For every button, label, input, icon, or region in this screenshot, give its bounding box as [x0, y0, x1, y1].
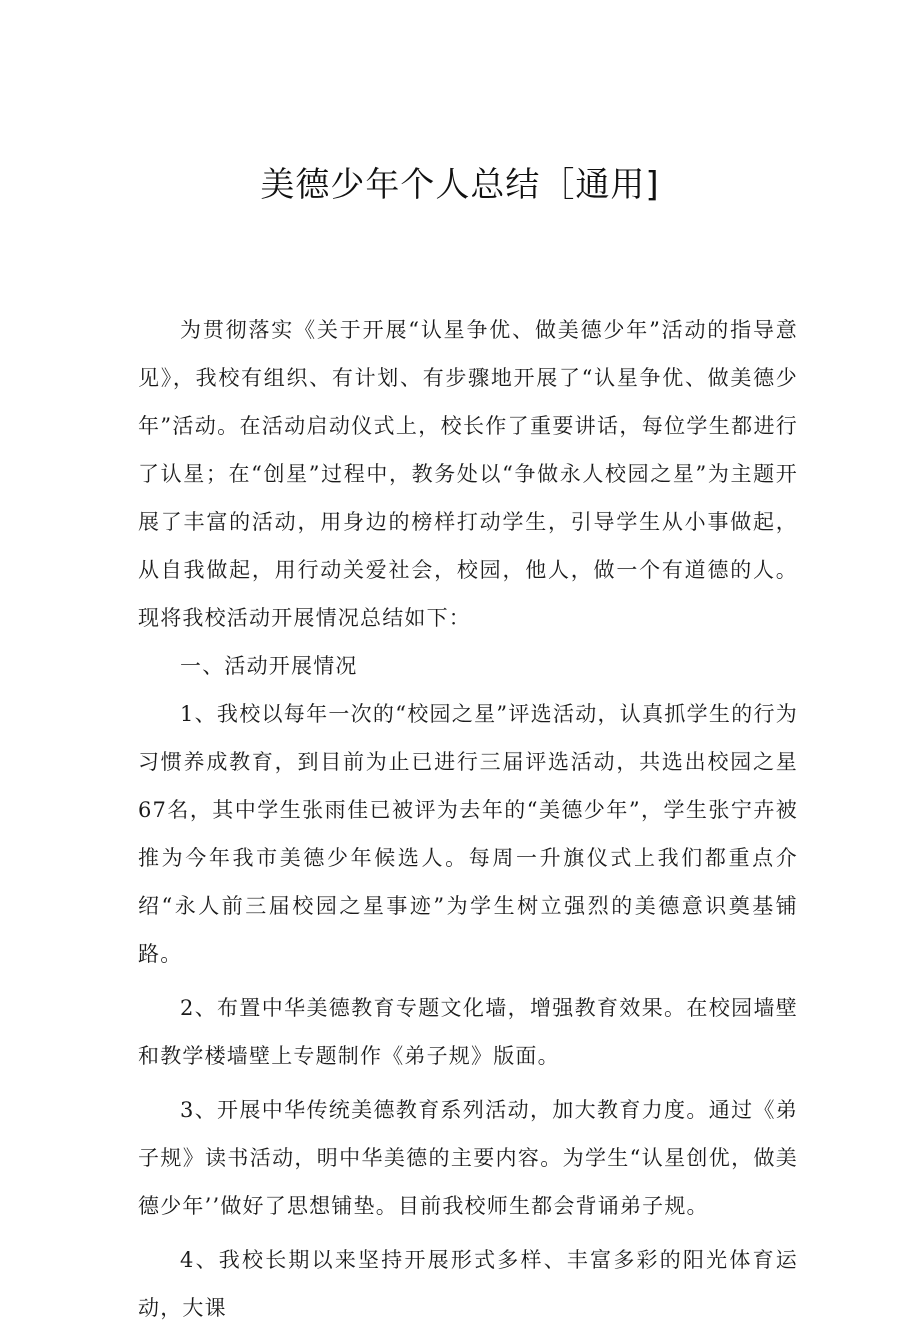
section-heading: 一、活动开展情况 [180, 654, 358, 678]
body-paragraph-4: 4、我校长期以来坚持开展形式多样、丰富多彩的阳光体育运动，大课 [138, 1248, 798, 1320]
body-paragraph-2: 2、布置中华美德教育专题文化墙，增强教育效果。在校园墙壁和教学楼墙壁上专题制作《弟子规》版面。 [138, 996, 798, 1068]
body-paragraph-3: 3、开展中华传统美德教育系列活动，加大教育力度。通过《弟子规》读书活动，明中华美德的主要内容。为学生“认星创优，做美德少年’’做好了思想铺垫。目前我校师生都会背诵弟子规。 [138, 1098, 798, 1218]
document-body [138, 306, 798, 1332]
intro-paragraph: 为贯彻落实《关于开展“认星争优、做美德少年”活动的指导意见》，我校有组织、有计划、有步骤地开展了“认星争优、做美德少年”活动。在活动启动仪式上，校长作了重要讲话，每位学生都进行了认星；在“创星”过程中，教务处以“争做永人校园之星”为主题开展了丰富的活动，用身边的榜样打动学生，引导学生从小事做起，从自我做起，用行动关爱社会，校园，他人，做一个有道德的人。现将我校活动开展情况总结如下： [138, 318, 798, 630]
document-title: 美德少年个人总结［通用] [260, 165, 660, 205]
body-paragraph-1: 1、我校以每年一次的“校园之星”评选活动，认真抓学生的行为习惯养成教育，到目前为止已进行三届评选活动，共选出校园之星67名，其中学生张雨佳已被评为去年的“美德少年”，学生张宁卉被推为今年我市美德少年候选人。每周一升旗仪式上我们都重点介绍“永人前三届校园之星事迹”为学生树立强烈的美德意识奠基铺路。 [138, 702, 798, 966]
